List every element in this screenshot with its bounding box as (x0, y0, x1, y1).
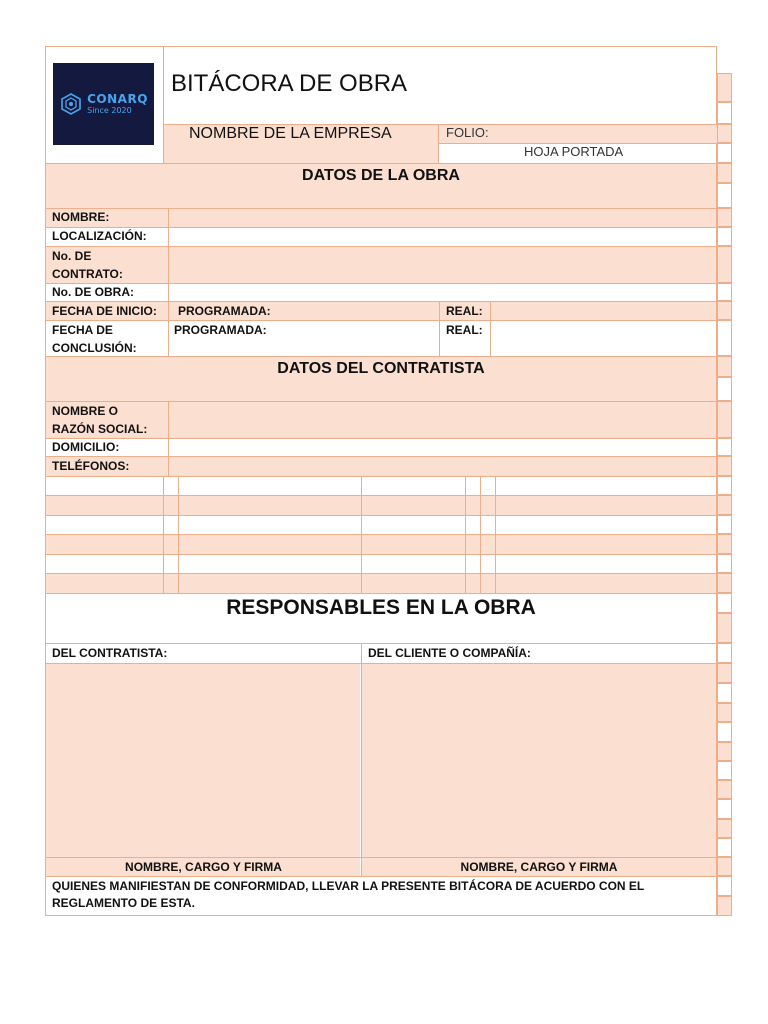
margin-cell (717, 643, 732, 663)
margin-cell (717, 593, 732, 613)
contratista-section-title: DATOS DEL CONTRATISTA (277, 360, 485, 377)
margin-cell (717, 456, 732, 476)
margin-cell (717, 819, 732, 838)
responsables-section-title: RESPONSABLES EN LA OBRA (226, 596, 536, 619)
margin-cell (717, 102, 732, 124)
firma-right-label: NOMBRE, CARGO Y FIRMA (460, 860, 618, 874)
margin-cell (717, 208, 732, 227)
logo (53, 63, 154, 145)
fecha-inicio-programada: PROGRAMADA: (178, 304, 271, 318)
margin-cell (717, 227, 732, 246)
fecha-inicio-real: REAL: (446, 304, 483, 318)
margin-cell (717, 683, 732, 703)
margin-cell (717, 554, 732, 573)
margin-cell (717, 573, 732, 593)
margin-cell (717, 515, 732, 534)
margin-cell (717, 799, 732, 819)
margin-cell (717, 183, 732, 208)
margin-cell (717, 246, 732, 283)
fecha-conclusion-label-2: CONCLUSIÓN: (52, 341, 137, 355)
logo-brand: CONARQ (87, 92, 148, 106)
margin-cell (717, 703, 732, 722)
sheet-label: HOJA PORTADA (524, 144, 624, 159)
folio-label: FOLIO: (446, 125, 489, 140)
margin-cell (717, 124, 732, 143)
razon-social-label-1: NOMBRE O (52, 404, 118, 418)
margin-cell (717, 163, 732, 183)
margin-cell (717, 320, 732, 356)
margin-cell (717, 143, 732, 163)
margin-cell (717, 377, 732, 401)
margin-cell (717, 301, 732, 320)
margin-cell (717, 761, 732, 780)
domicilio-label: DOMICILIO: (52, 440, 120, 454)
firma-contratista-area[interactable] (46, 664, 360, 876)
fecha-conclusion-label-1: FECHA DE (52, 323, 113, 337)
margin-cell (717, 73, 732, 102)
fecha-conclusion-real: REAL: (446, 323, 483, 337)
firma-cliente-area[interactable] (362, 664, 716, 876)
margin-cell (717, 613, 732, 643)
page-title: BITÁCORA DE OBRA (171, 70, 408, 97)
margin-cell (717, 876, 732, 896)
obra-localizacion-label: LOCALIZACIÓN: (52, 229, 147, 243)
obra-contrato-label-2: CONTRATO: (52, 267, 123, 281)
obra-nombre-label: NOMBRE: (52, 210, 110, 224)
footer-note: QUIENES MANIFIESTAN DE CONFORMIDAD, LLEVAR LA PRESENTE BITÁCORA DE ACUERDO CON EL REGLAMENTO DE ESTA. (52, 879, 645, 910)
firma-left-label: NOMBRE, CARGO Y FIRMA (125, 860, 282, 874)
margin-cell (717, 896, 732, 916)
margin-cell (717, 283, 732, 301)
obra-numero-label: No. DE OBRA: (52, 285, 134, 299)
margin-cell (717, 780, 732, 799)
obra-section-title: DATOS DE LA OBRA (302, 167, 460, 184)
margin-cell (717, 838, 732, 857)
telefonos-label: TELÉFONOS: (52, 459, 130, 473)
margin-cell (717, 663, 732, 683)
obra-contrato-label-1: No. DE (52, 249, 92, 263)
margin-cell (717, 534, 732, 554)
del-contratista-label: DEL CONTRATISTA: (52, 646, 168, 660)
razon-social-label-2: RAZÓN SOCIAL: (52, 422, 148, 436)
del-cliente-label: DEL CLIENTE O COMPAÑÍA: (368, 646, 531, 660)
margin-cell (717, 401, 732, 438)
fecha-conclusion-programada: PROGRAMADA: (174, 323, 267, 337)
margin-cell (717, 742, 732, 761)
margin-cell (717, 476, 732, 495)
fecha-inicio-label: FECHA DE INICIO: (52, 304, 157, 318)
hexagon-logo-icon (59, 92, 83, 116)
company-label: NOMBRE DE LA EMPRESA (189, 125, 392, 142)
margin-cell (717, 495, 732, 515)
margin-cell (717, 438, 732, 456)
margin-cell (717, 857, 732, 876)
margin-cell (717, 722, 732, 742)
logo-tagline: Since 2020 (87, 106, 132, 115)
margin-cell (717, 356, 732, 377)
